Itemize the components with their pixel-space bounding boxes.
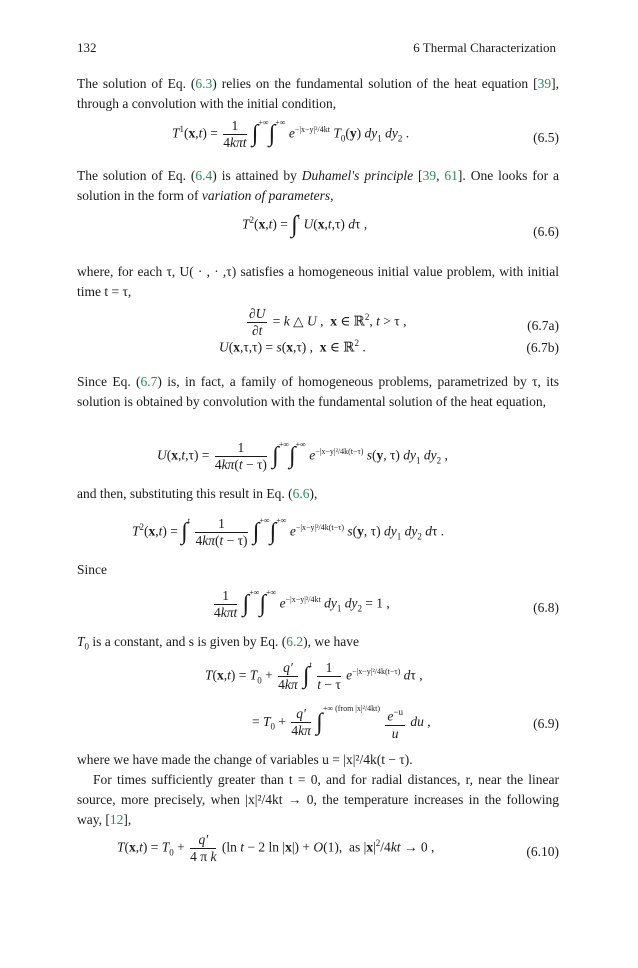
equation-6-10 bbox=[77, 832, 559, 872]
eq-ref-6-4[interactable]: 6.4 bbox=[195, 168, 213, 183]
paragraph-3: where, for each τ, U( · , · ,τ) satisfies a homogeneous initial value problem, with initial time t = τ, bbox=[77, 264, 559, 299]
equation-U-solution bbox=[77, 440, 559, 480]
emphasis: variation of parameters bbox=[201, 188, 331, 203]
equation-number: (6.7b) bbox=[526, 340, 559, 355]
paragraph-7 bbox=[77, 632, 559, 657]
equation-number: (6.6) bbox=[533, 224, 559, 239]
equation-6-6 bbox=[77, 212, 559, 252]
text: ), bbox=[309, 486, 318, 501]
equation-number: (6.5) bbox=[533, 130, 559, 145]
citation-39[interactable]: 39 bbox=[537, 76, 552, 91]
emphasis: Duhamel's principle bbox=[301, 168, 414, 183]
text: ], through a convolution with the initial condition, bbox=[77, 76, 559, 111]
text: , bbox=[330, 188, 334, 203]
text: ], bbox=[123, 812, 132, 827]
equation-number: (6.10) bbox=[526, 844, 559, 859]
eq-ref-6-7[interactable]: 6.7 bbox=[140, 374, 158, 389]
citation-12[interactable]: 12 bbox=[109, 812, 124, 827]
equation-6-8 bbox=[77, 588, 559, 628]
paragraph-8: where we have made the change of variables u = |x|²/4k(t − τ). bbox=[77, 752, 413, 767]
paragraph-9 bbox=[77, 770, 559, 830]
equation-number: (6.9) bbox=[533, 716, 559, 731]
equation-number: (6.7a) bbox=[527, 318, 559, 333]
text: T bbox=[77, 634, 85, 649]
text: is a constant, and s is given by Eq. ( bbox=[89, 634, 287, 649]
text: and then, substituting this result in Eq. ( bbox=[77, 486, 293, 501]
text: The solution of Eq. ( bbox=[77, 76, 196, 91]
text: ), we have bbox=[303, 634, 359, 649]
citation-39[interactable]: 39 bbox=[422, 168, 437, 183]
text: For times sufficiently greater than t = 0, and for radial distances, r, near the linear source, more precisely, when |x|²/4kt → 0, the temperature increases in the following way, [ bbox=[77, 772, 559, 827]
equation-body: U(x,t,τ) = $\frac{1}{4k\pi(t - \tau)}$ ∫+∞∫+∞ $e^{-|x-y|^2/4k(t-\tau)}$ s(y, τ) $dy_1$ $dy_2$ , bbox=[157, 440, 448, 472]
text: ) is, in fact, a family of homogeneous problems, parametrized by τ, its solution is obtained by convolution with the fundamental solution of the heat equation, bbox=[77, 374, 559, 409]
text: , bbox=[436, 168, 445, 183]
equation-body: U(x,τ,τ) = s(x,τ) , x ∈ ℝ$^2$ . bbox=[219, 338, 366, 355]
equation-body: $\frac{1}{\text{4kπt}}$ ∫+∞∫+∞ $e^{-|x-y|^2/4kt}$ $dy_1$ $dy_2 = 1$ , bbox=[214, 588, 390, 620]
equation-number: (6.8) bbox=[533, 600, 559, 615]
equation-body: $T^1(x,t)$ = $\frac{1}{\text{4kπt}}$ ∫+∞∫+∞ $e^{-|x-y|^2/4kt}$ $T_0(y)$ $dy_1$ $dy_2$ . bbox=[172, 118, 410, 150]
paragraph-4 bbox=[77, 372, 559, 412]
equation-body: $\frac{\partial U}{\partial t}$ = k △ U , x ∈ ℝ$^2$, t > τ , bbox=[249, 306, 407, 338]
equation-body: = $T_0$ + $\frac{q'}{4k\pi}$ ∫$^{+\infty (from |x|^2/4kt)}$ $\frac{e^{-u}}{u}$ du , bbox=[252, 704, 431, 741]
running-header: 6 Thermal Characterization bbox=[413, 40, 556, 55]
paragraph-5 bbox=[77, 484, 559, 504]
text: [ bbox=[413, 168, 423, 183]
equation-body: $T^2(x,t) = \int^t$ U(x,t,τ) dτ , bbox=[242, 212, 368, 238]
equation-body: $T^2(x,t) = \int^t$ $\frac{1}{4k\pi(t - \tau)}$ ∫+∞∫+∞ $e^{-|x-y|^2/4k(t-\tau)}$ s(y, τ) $dy_1$ $dy_2$ dτ . bbox=[132, 516, 445, 548]
text: ) relies on the fundamental solution of the heat equation [ bbox=[212, 76, 538, 91]
eq-ref-6-2[interactable]: 6.2 bbox=[286, 634, 304, 649]
text: The solution of Eq. ( bbox=[77, 168, 196, 183]
equation-body: $T(x,t) = T_0$ + $\frac{q'}{\text{4 π k}}$ (ln t − 2 ln |x|) + O(1), as $|x|^2/4kt \to 0$ , bbox=[117, 832, 435, 864]
equation-6-5 bbox=[77, 118, 559, 158]
equation-body: $T(x,t) = T_0$ + $\frac{q'}{4k\pi}$ ∫$^t$ $\frac{1}{t - \tau}$ $e^{-|x-y|^2/4k(t-\tau)}$ dτ , bbox=[205, 660, 423, 692]
paragraph-2 bbox=[77, 166, 559, 206]
paragraph-1 bbox=[77, 74, 559, 114]
equation-6-9-line2 bbox=[77, 704, 559, 744]
text: Since Eq. ( bbox=[77, 374, 141, 389]
equation-6-9-line1 bbox=[77, 660, 559, 700]
text: ) is attained by bbox=[212, 168, 302, 183]
subscript: 0 bbox=[84, 641, 90, 652]
eq-ref-6-3[interactable]: 6.3 bbox=[195, 76, 213, 91]
equation-T2-solution bbox=[77, 516, 559, 556]
citation-61[interactable]: 61 bbox=[444, 168, 458, 183]
text: ]. One looks for a solution in the form of bbox=[77, 168, 560, 203]
eq-ref-6-6[interactable]: 6.6 bbox=[292, 486, 310, 501]
page-number: 132 bbox=[77, 40, 97, 55]
paragraph-6: Since bbox=[77, 562, 107, 577]
